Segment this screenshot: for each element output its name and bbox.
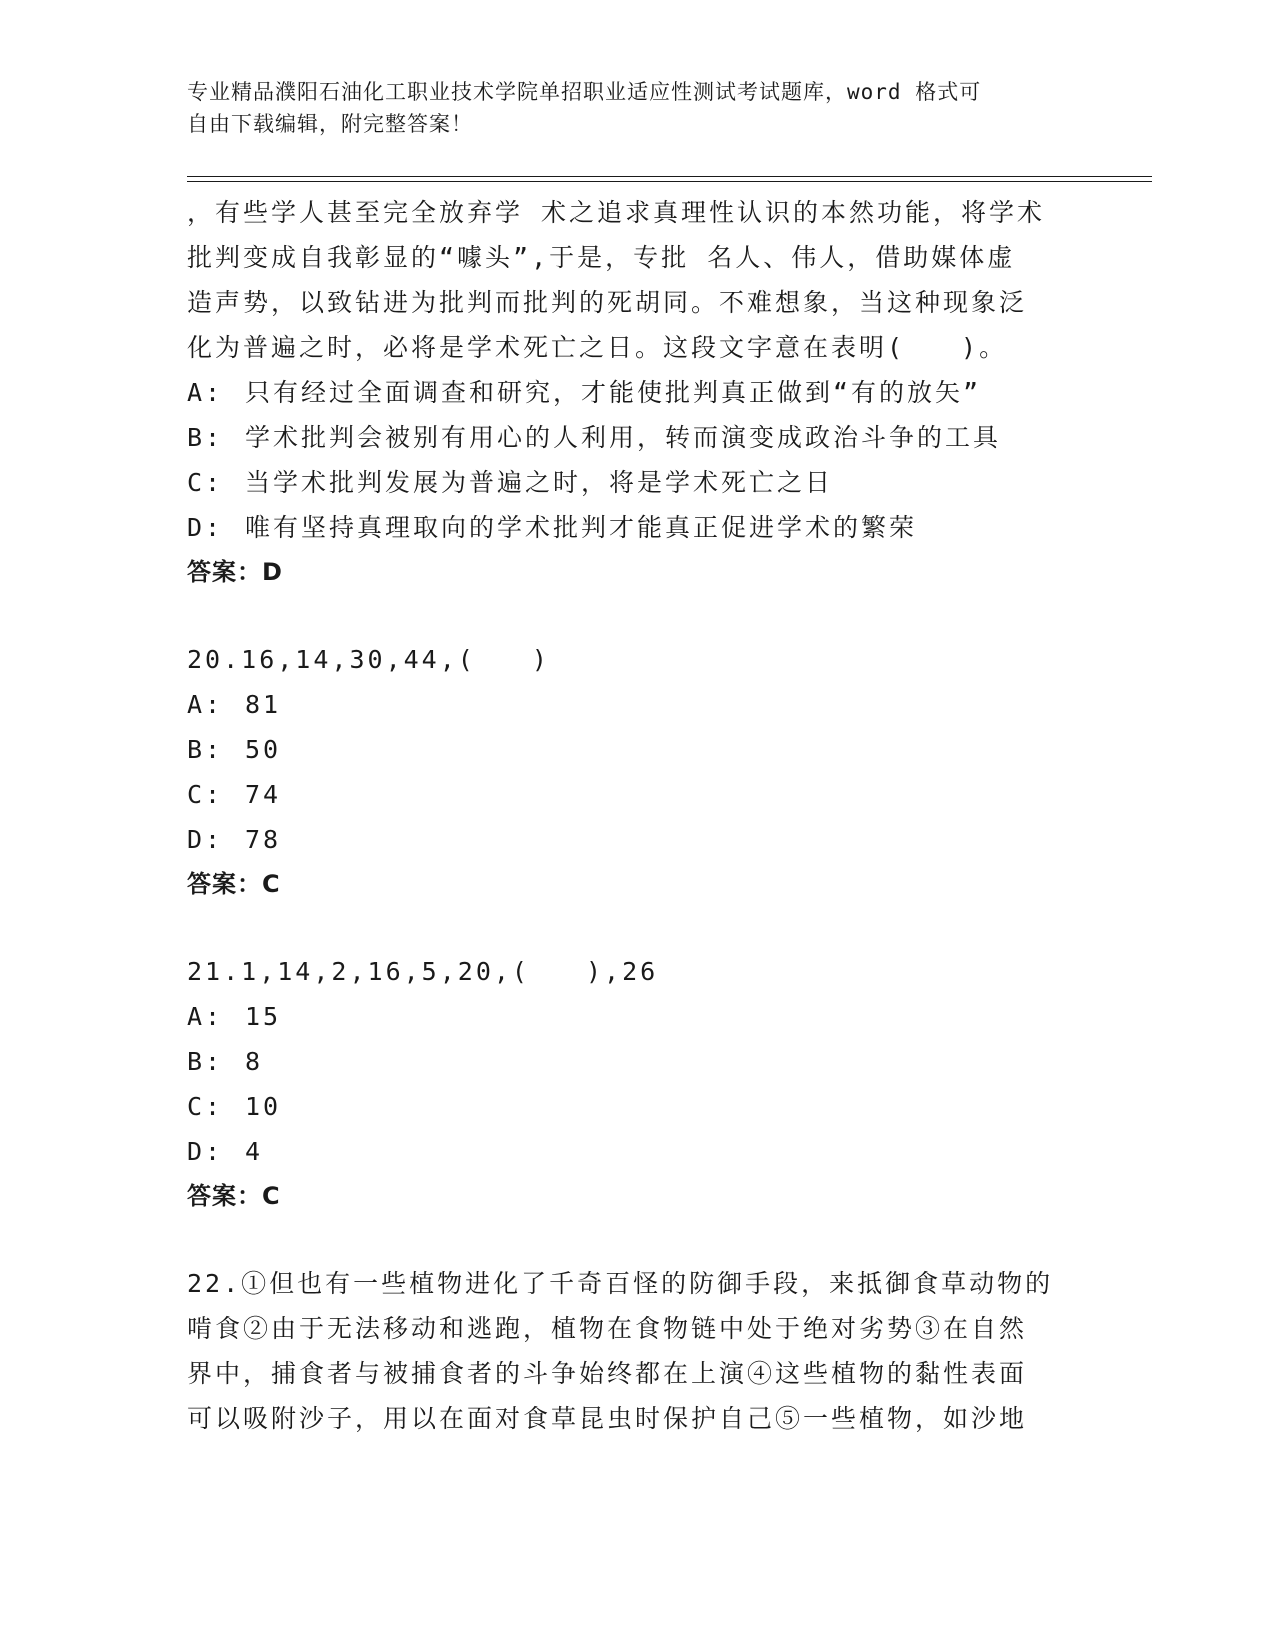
- option-key: A:: [187, 1002, 224, 1031]
- answer-line: 答案：C: [187, 1182, 281, 1210]
- option-key: D:: [187, 825, 224, 854]
- stem-line: 造声势，以致钻进为批判而批判的死胡同。不难想象，当这种现象泛: [187, 288, 1028, 317]
- question-block: [187, 637, 1087, 907]
- stem-line: 可以吸附沙子，用以在面对食草昆虫时保护自己⑤一些植物，如沙地: [187, 1404, 1028, 1433]
- option-key: C:: [187, 780, 224, 809]
- question-stem: [187, 637, 1087, 682]
- option-key: B:: [187, 423, 224, 452]
- answer-line: 答案：C: [187, 870, 281, 898]
- option-b: [187, 1039, 1087, 1084]
- option-text: 当学术批判发展为普遍之时，将是学术死亡之日: [245, 468, 834, 497]
- option-text: 只有经过全面调查和研究，才能使批判真正做到“有的放矢”: [245, 378, 982, 407]
- option-key: C:: [187, 1092, 224, 1121]
- option-a: [187, 370, 1087, 415]
- option-text: 10: [245, 1092, 282, 1121]
- stem-line: 22.①但也有一些植物进化了千奇百怪的防御手段，来抵御食草动物的: [187, 1269, 1054, 1298]
- header-rule-bottom: [187, 181, 1152, 182]
- question-block: [187, 949, 1087, 1219]
- option-text: 74: [245, 780, 282, 809]
- option-text: 81: [245, 690, 282, 719]
- stem-line: 化为普遍之时，必将是学术死亡之日。这段文字意在表明( )。: [187, 333, 1008, 362]
- option-text: 学术批判会被别有用心的人利用，转而演变成政治斗争的工具: [245, 423, 1002, 452]
- option-c: [187, 772, 1087, 817]
- option-b: [187, 727, 1087, 772]
- option-key: B:: [187, 1047, 224, 1076]
- option-c: [187, 460, 1087, 505]
- document-header: [187, 76, 1067, 140]
- option-c: [187, 1084, 1087, 1129]
- document-body: [187, 190, 1087, 1441]
- option-key: D:: [187, 1137, 224, 1166]
- option-text: 8: [245, 1047, 264, 1076]
- question-block: [187, 190, 1087, 595]
- stem-line: ，有些学人甚至完全放弃学 术之追求真理性认识的本然功能，将学术: [187, 198, 1046, 227]
- answer-line: 答案：D: [187, 558, 283, 586]
- header-rule-top: [187, 176, 1152, 177]
- option-a: [187, 682, 1087, 727]
- option-d: [187, 505, 1087, 550]
- header-line-2: 自由下载编辑，附完整答案！: [187, 112, 473, 136]
- header-line-1: 专业精品濮阳石油化工职业技术学院单招职业适应性测试考试题库，word 格式可: [187, 80, 982, 104]
- stem-line: 21.1,14,2,16,5,20,( ),26: [187, 957, 659, 986]
- option-key: C:: [187, 468, 224, 497]
- stem-line: 批判变成自我彰显的“噱头”,于是，专批 名人、伟人，借助媒体虚: [187, 243, 1016, 272]
- question-stem: [187, 1261, 1087, 1441]
- option-d: [187, 1129, 1087, 1174]
- question-stem: [187, 949, 1087, 994]
- stem-line: 啃食②由于无法移动和逃跑，植物在食物链中处于绝对劣势③在自然: [187, 1314, 1028, 1343]
- stem-line: 20.16,14,30,44,( ): [187, 645, 550, 674]
- stem-line: 界中，捕食者与被捕食者的斗争始终都在上演④这些植物的黏性表面: [187, 1359, 1028, 1388]
- option-b: [187, 415, 1087, 460]
- option-key: D:: [187, 513, 224, 542]
- option-text: 4: [245, 1137, 264, 1166]
- option-a: [187, 994, 1087, 1039]
- option-key: A:: [187, 690, 224, 719]
- option-d: [187, 817, 1087, 862]
- option-key: B:: [187, 735, 224, 764]
- option-text: 78: [245, 825, 282, 854]
- question-block: [187, 1261, 1087, 1441]
- question-stem: [187, 190, 1087, 370]
- option-text: 50: [245, 735, 282, 764]
- option-text: 15: [245, 1002, 282, 1031]
- option-text: 唯有坚持真理取向的学术批判才能真正促进学术的繁荣: [245, 513, 918, 542]
- option-key: A:: [187, 378, 224, 407]
